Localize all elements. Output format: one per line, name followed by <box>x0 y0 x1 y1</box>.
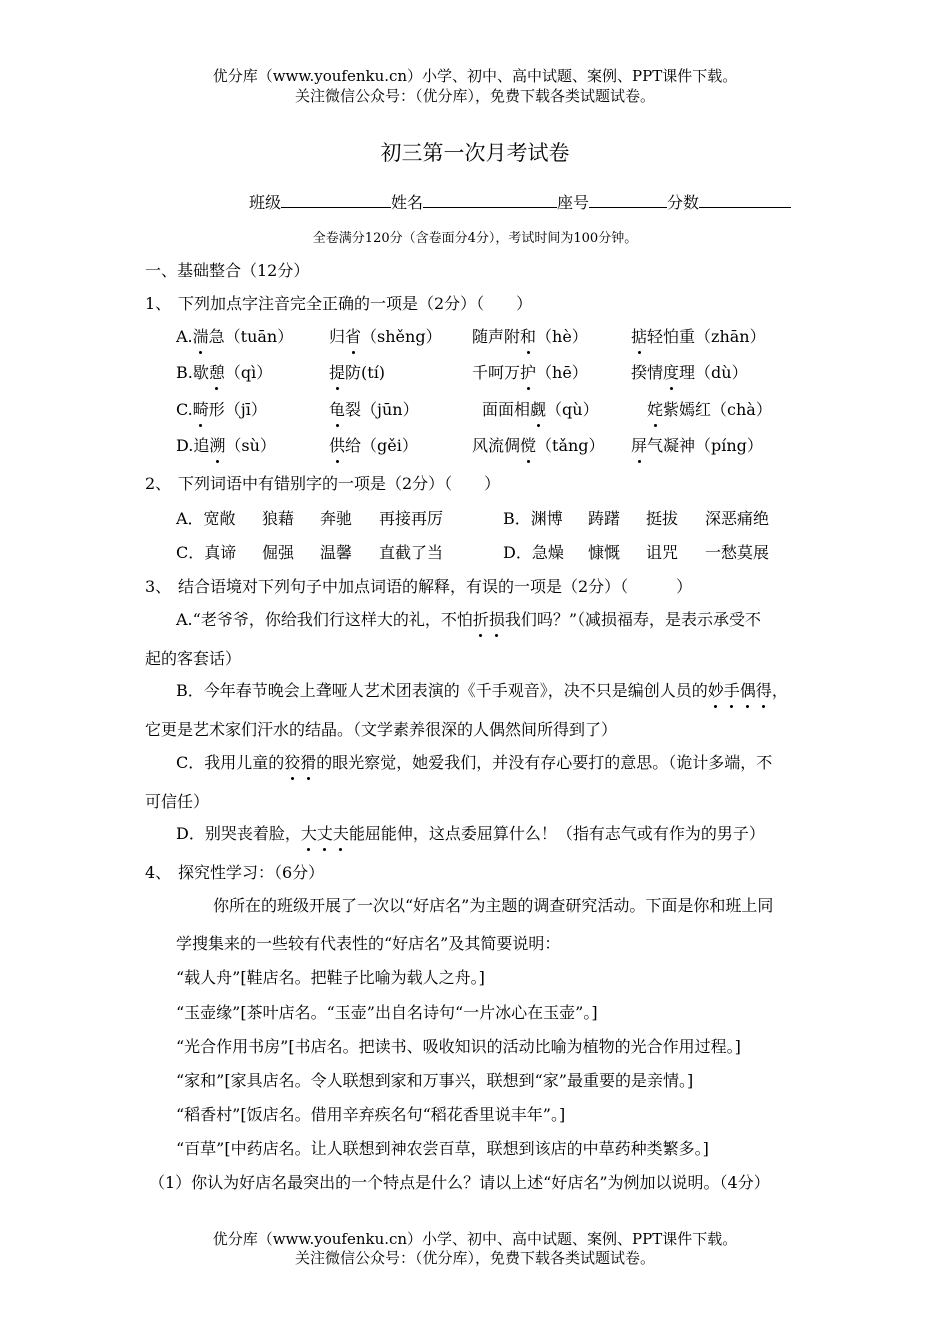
seat-label: 座号 <box>557 193 590 212</box>
q2-option-d-word-3: 诅咒 <box>646 543 679 562</box>
q1-option-c-3: 面面相觑（qù） <box>482 397 599 420</box>
seat-blank[interactable] <box>589 191 667 208</box>
q1-option-c-4: 姹紫嫣红（chà） <box>647 397 772 420</box>
q3-option-a-line-2: 起的客套话） <box>145 649 242 668</box>
q2-stem: 下列词语中有错别字的一项是（2分）（ ） <box>178 474 501 493</box>
q4-number: 4、 <box>145 863 172 882</box>
q2-option-b-word-2: 踌躇 <box>588 509 621 528</box>
q1-option-b-1: B.歇憩（qì） <box>176 360 272 383</box>
class-label: 班级 <box>249 193 282 212</box>
shop-name-item: “载人舟”[鞋店名。把鞋子比喻为载人之舟。] <box>176 968 485 987</box>
student-info-row <box>249 190 791 213</box>
q1-stem: 下列加点字注音完全正确的一项是（2分）（ ） <box>178 294 533 313</box>
q3-stem: 结合语境对下列句子中加点词语的解释，有误的一项是（2分）（ ） <box>178 577 693 596</box>
shop-name-item: “光合作用书房”[书店名。把读书、吸收知识的活动比喻为植物的光合作用过程。] <box>176 1037 741 1056</box>
q2-option-a-word-1: A．宽敞 <box>176 509 236 528</box>
q3-option-a-line-1: A.“老爷爷，你给我们行这样大的礼，不怕折损我们吗？”（减损福寿，是表示承受不 <box>176 607 761 630</box>
exam-note: 全卷满分120分（含卷面分4分），考试时间为100分钟。 <box>312 231 638 246</box>
q3-number: 3、 <box>145 577 172 596</box>
q1-option-d-2: 供给（gěi） <box>329 433 418 456</box>
score-label: 分数 <box>667 193 700 212</box>
q2-option-d-word-2: 慷慨 <box>588 543 621 562</box>
q4-intro-line-2: 学搜集来的一些较有代表性的“好店名”及其简要说明： <box>176 934 561 953</box>
name-label: 姓名 <box>391 193 424 212</box>
q1-option-b-4: 揆情度理（dù） <box>631 360 748 383</box>
q1-option-a-1: A.湍急（tuān） <box>176 324 293 347</box>
section-1-title: 一、基础整合（12分） <box>145 261 310 280</box>
q1-option-c-2: 龟裂（jūn） <box>329 397 419 420</box>
q1-option-b-3: 千呵万护（hē） <box>472 360 588 383</box>
name-blank[interactable] <box>423 191 557 208</box>
q1-number: 1、 <box>145 294 172 313</box>
header-line-2: 关注微信公众号：（优分库），免费下载各类试题试卷。 <box>294 87 655 105</box>
shop-name-item: “玉壶缘”[茶叶店名。“玉壶”出自名诗句“一片冰心在玉壶”。] <box>176 1003 598 1022</box>
q2-number: 2、 <box>145 474 172 493</box>
q1-option-a-4: 掂轻怕重（zhān） <box>631 324 766 347</box>
q2-option-b-word-4: 深恶痛绝 <box>705 509 770 528</box>
q3-option-b-line-2: 它更是艺术家们汗水的结晶。（文学素养很深的人偶然间所得到了） <box>145 720 618 739</box>
shop-name-item: “稻香村”[饭店名。借用辛弃疾名句“稻花香里说丰年”。] <box>176 1105 566 1124</box>
q2-option-c-word-3: 温馨 <box>320 543 353 562</box>
q1-option-c-1: C.畸形（jī） <box>176 397 267 420</box>
q1-option-b-2: 提防(tí) <box>329 360 385 383</box>
q2-option-b-word-1: B．渊博 <box>503 509 563 528</box>
q1-option-a-3: 随声附和（hè） <box>472 324 588 347</box>
q4-stem: 探究性学习：（6分） <box>178 863 325 882</box>
q1-option-d-4: 屏气凝神（píng） <box>631 433 763 456</box>
q1-option-d-3: 风流倜傥（tǎng） <box>472 433 605 456</box>
header-line-1: 优分库（www.youfenku.cn）小学、初中、高中试题、案例、PPT课件下载。 <box>212 67 738 85</box>
footer-line-2: 关注微信公众号：（优分库），免费下载各类试题试卷。 <box>294 1249 655 1267</box>
q2-option-d-word-1: D．急燥 <box>503 543 564 562</box>
exam-title: 初三第一次月考试卷 <box>380 141 570 165</box>
q3-option-b-line-1: B．今年春节晚会上聋哑人艺术团表演的《千手观音》，决不只是编创人员的妙手偶得， <box>176 678 788 701</box>
q4-subquestion-1: （1）你认为好店名最突出的一个特点是什么？请以上述“好店名”为例加以说明。（4分） <box>149 1173 770 1192</box>
footer-line-1: 优分库（www.youfenku.cn）小学、初中、高中试题、案例、PPT课件下载。 <box>212 1230 738 1248</box>
class-blank[interactable] <box>281 191 391 208</box>
q3-option-c-line-2: 可信任） <box>145 792 210 811</box>
q2-option-d-word-4: 一愁莫展 <box>705 543 770 562</box>
shop-name-item: “百草”[中药店名。让人联想到神农尝百草，联想到该店的中草药种类繁多。] <box>176 1139 709 1158</box>
q2-option-c-word-1: C．真谛 <box>176 543 237 562</box>
q4-intro-line-1: 你所在的班级开展了一次以“好店名”为主题的调查研究活动。下面是你和班上同 <box>213 896 774 915</box>
shop-name-item: “家和”[家具店名。令人联想到家和万事兴，联想到“家”最重要的是亲情。] <box>176 1071 694 1090</box>
score-blank[interactable] <box>699 191 791 208</box>
q2-option-a-word-3: 奔驰 <box>320 509 353 528</box>
q2-option-a-word-2: 狼藉 <box>262 509 295 528</box>
q2-option-a-word-4: 再接再厉 <box>379 509 444 528</box>
q2-option-b-word-3: 挺拔 <box>646 509 679 528</box>
q3-option-d-line-1: D．别哭丧着脸，大丈夫能屈能伸，这点委屈算什么！（指有志气或有作为的男子） <box>176 821 765 844</box>
q3-option-c-line-1: C．我用儿童的狡猾的眼光察觉，她爱我们，并没有存心要打的意思。（诡计多端，不 <box>176 750 772 773</box>
q2-option-c-word-2: 倔强 <box>262 543 295 562</box>
q1-option-d-1: D.追溯（sù） <box>176 433 276 456</box>
q2-option-c-word-4: 直截了当 <box>379 543 444 562</box>
q1-option-a-2: 归省（shěng） <box>329 324 442 347</box>
